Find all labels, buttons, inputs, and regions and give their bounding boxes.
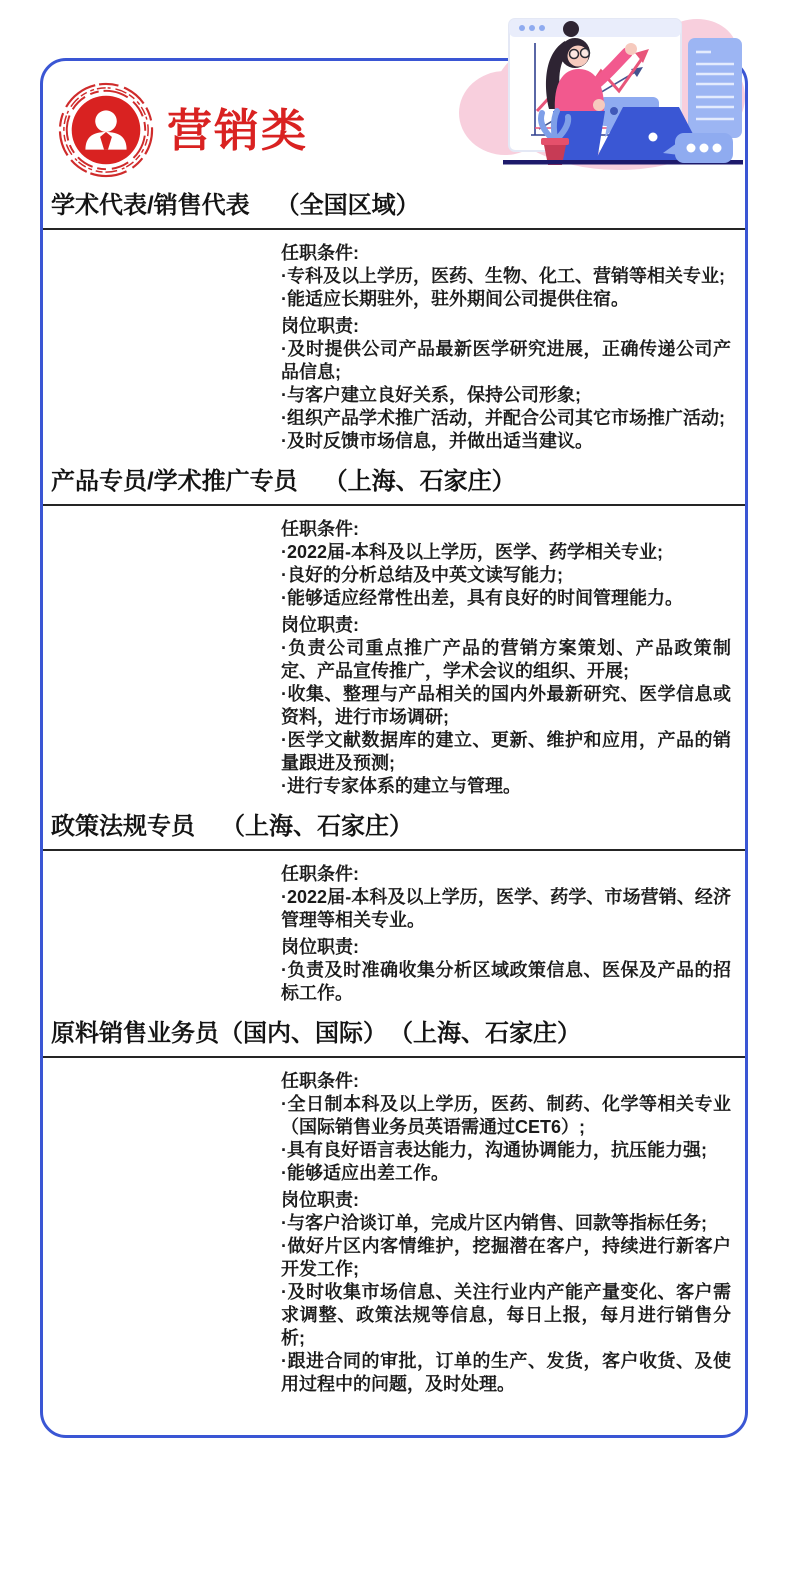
job-details	[281, 1070, 731, 1396]
duty-item: ·及时收集市场信息、关注行业内产能产量变化、客户需求调整、政策法规等信息，每日上报，每月进行销售分析;	[281, 1282, 731, 1348]
requirement-item: ·具有良好语言表达能力，沟通协调能力，抗压能力强;	[281, 1140, 707, 1160]
requirements-label: 任职条件:	[281, 243, 359, 263]
person-stamp-icon	[57, 81, 155, 179]
duty-item: ·负责及时准确收集分析区域政策信息、医保及产品的招标工作。	[281, 960, 731, 1003]
job-title-row	[43, 1011, 745, 1049]
job-title-row	[43, 804, 745, 842]
duty-item: ·跟进合同的审批，订单的生产、发货，客户收货、及使用过程中的问题，及时处理。	[281, 1351, 731, 1394]
job-title: 原料销售业务员（国内、国际）	[51, 1020, 387, 1047]
duty-item: ·进行专家体系的建立与管理。	[281, 776, 521, 796]
requirements-label: 任职条件:	[281, 1071, 359, 1091]
duty-item: ·与客户洽谈订单，完成片区内销售、回款等指标任务;	[281, 1213, 707, 1233]
section-divider	[43, 504, 745, 506]
duties-label: 岗位职责:	[281, 1190, 359, 1210]
duties-label: 岗位职责:	[281, 316, 359, 336]
requirement-item: ·能够适应出差工作。	[281, 1163, 449, 1183]
job-title-row	[43, 459, 745, 497]
job-location: （上海、石家庄）	[323, 468, 516, 495]
requirement-item: ·能够适应经常性出差，具有良好的时间管理能力。	[281, 588, 683, 608]
requirement-item: ·全日制本科及以上学历，医药、制药、化学等相关专业（国际销售业务员英语需通过CET6）;	[281, 1094, 731, 1137]
duties-label: 岗位职责:	[281, 937, 359, 957]
category-header	[43, 61, 745, 183]
job-section	[43, 1011, 745, 1396]
job-title: 产品专员/学术推广专员	[51, 468, 298, 495]
duty-item: ·及时提供公司产品最新医学研究进展，正确传递公司产品信息;	[281, 339, 731, 382]
requirements-label: 任职条件:	[281, 519, 359, 539]
job-title: 学术代表/销售代表	[51, 192, 250, 219]
duty-item: ·收集、整理与产品相关的国内外最新研究、医学信息或资料，进行市场调研;	[281, 684, 731, 727]
duty-item: ·与客户建立良好关系，保持公司形象;	[281, 385, 581, 405]
section-divider	[43, 228, 745, 230]
requirement-item: ·能适应长期驻外，驻外期间公司提供住宿。	[281, 289, 629, 309]
job-details	[281, 518, 731, 798]
duty-item: ·做好片区内客情维护，挖掘潜在客户，持续进行新客户开发工作;	[281, 1236, 731, 1279]
job-section	[43, 804, 745, 1005]
requirement-item: ·2022届-本科及以上学历，医学、药学相关专业;	[281, 542, 664, 562]
job-location: （上海、石家庄）	[401, 1020, 581, 1047]
job-title-row	[43, 183, 745, 221]
job-location: （上海、石家庄）	[221, 813, 413, 840]
job-details	[281, 863, 731, 1005]
job-location: （全国区域）	[275, 192, 420, 219]
duty-item: ·组织产品学术推广活动，并配合公司其它市场推广活动;	[281, 408, 725, 428]
section-divider	[43, 1056, 745, 1058]
job-title: 政策法规专员	[51, 813, 195, 840]
requirement-item: ·专科及以上学历，医药、生物、化工、营销等相关专业;	[281, 266, 725, 286]
recruitment-board	[40, 58, 748, 1438]
requirement-item: ·2022届-本科及以上学历，医学、药学、市场营销、经济管理等相关专业。	[281, 887, 731, 930]
requirements-label: 任职条件:	[281, 864, 359, 884]
job-section	[43, 459, 745, 798]
requirement-item: ·良好的分析总结及中英文读写能力;	[281, 565, 563, 585]
section-divider	[43, 849, 745, 851]
duties-label: 岗位职责:	[281, 615, 359, 635]
category-title: 营销类	[167, 104, 309, 156]
job-section	[43, 183, 745, 453]
duty-item: ·医学文献数据库的建立、更新、维护和应用，产品的销量跟进及预测;	[281, 730, 731, 773]
duty-item: ·及时反馈市场信息，并做出适当建议。	[281, 431, 593, 451]
job-details	[281, 242, 731, 453]
duty-item: ·负责公司重点推广产品的营销方案策划、产品政策制定、产品宣传推广，学术会议的组织、开展;	[281, 638, 731, 681]
